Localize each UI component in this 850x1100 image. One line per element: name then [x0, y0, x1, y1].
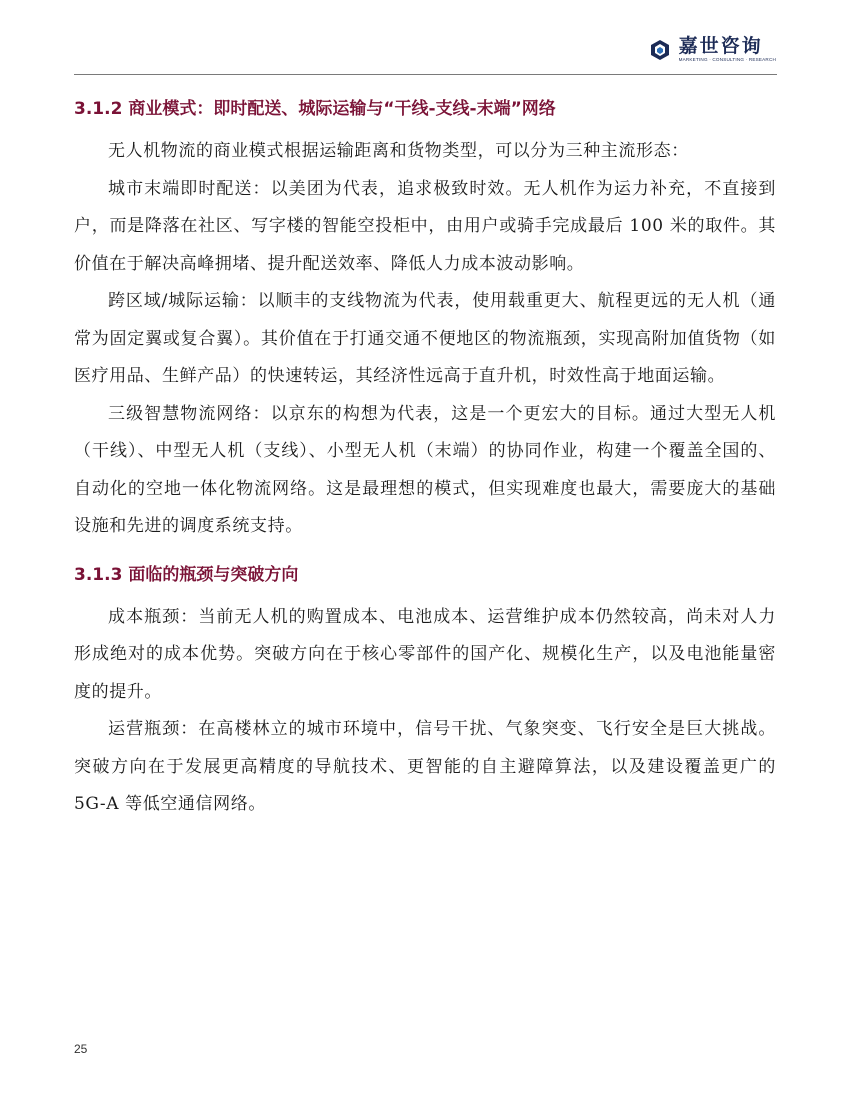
- header-divider: [74, 74, 777, 75]
- brand-name: 嘉世咨询: [678, 35, 763, 57]
- page-header: [0, 0, 850, 76]
- paragraph: 城市末端即时配送：以美团为代表，追求极致时效。无人机作为运力补充，不直接到户，而是降落在社区、写字楼的智能空投柜中，由用户或骑手完成最后 100 米的取件。其价值在于解决高峰拥堵、提升配送效率、降低人力成本波动影响。: [74, 178, 776, 274]
- brand-logo: [649, 36, 776, 63]
- paragraph: 成本瓶颈：当前无人机的购置成本、电池成本、运营维护成本仍然较高，尚未对人力形成绝对的成本优势。突破方向在于核心零部件的国产化、规模化生产，以及电池能量密度的提升。: [74, 606, 776, 702]
- section-heading-3-1-2: 3.1.2 商业模式：即时配送、城际运输与“干线-支线-末端”网络: [74, 99, 556, 119]
- paragraph: 跨区域/城际运输：以顺丰的支线物流为代表，使用载重更大、航程更远的无人机（通常为固定翼或复合翼）。其价值在于打通交通不便地区的物流瓶颈，实现高附加值货物（如医疗用品、生鲜产品）的快速转运，其经济性远高于直升机，时效性高于地面运输。: [74, 291, 776, 386]
- brand-tagline: MARKETING · CONSULTING · RESEARCH: [678, 57, 776, 62]
- paragraph: 无人机物流的商业模式根据运输距离和货物类型，可以分为三种主流形态：: [108, 141, 689, 161]
- section-heading-3-1-3: 3.1.3 面临的瓶颈与突破方向: [74, 564, 299, 585]
- paragraph: 三级智慧物流网络：以京东的构想为代表，这是一个更宏大的目标。通过大型无人机（干线）、中型无人机（支线）、小型无人机（末端）的协同作业，构建一个覆盖全国的、自动化的空地一体化物流网络。这是最理想的模式，但实现难度也最大，需要庞大的基础设施和先进的调度系统支持。: [74, 403, 776, 536]
- document-body: [74, 96, 776, 824]
- paragraph: 运营瓶颈：在高楼林立的城市环境中，信号干扰、气象突变、飞行安全是巨大挑战。突破方向在于发展更高精度的导航技术、更智能的自主避障算法，以及建设覆盖更广的 5G-A 等低空通信网络。: [74, 719, 776, 814]
- page-number: 25: [74, 1042, 88, 1056]
- brand-mark-icon: [649, 39, 671, 61]
